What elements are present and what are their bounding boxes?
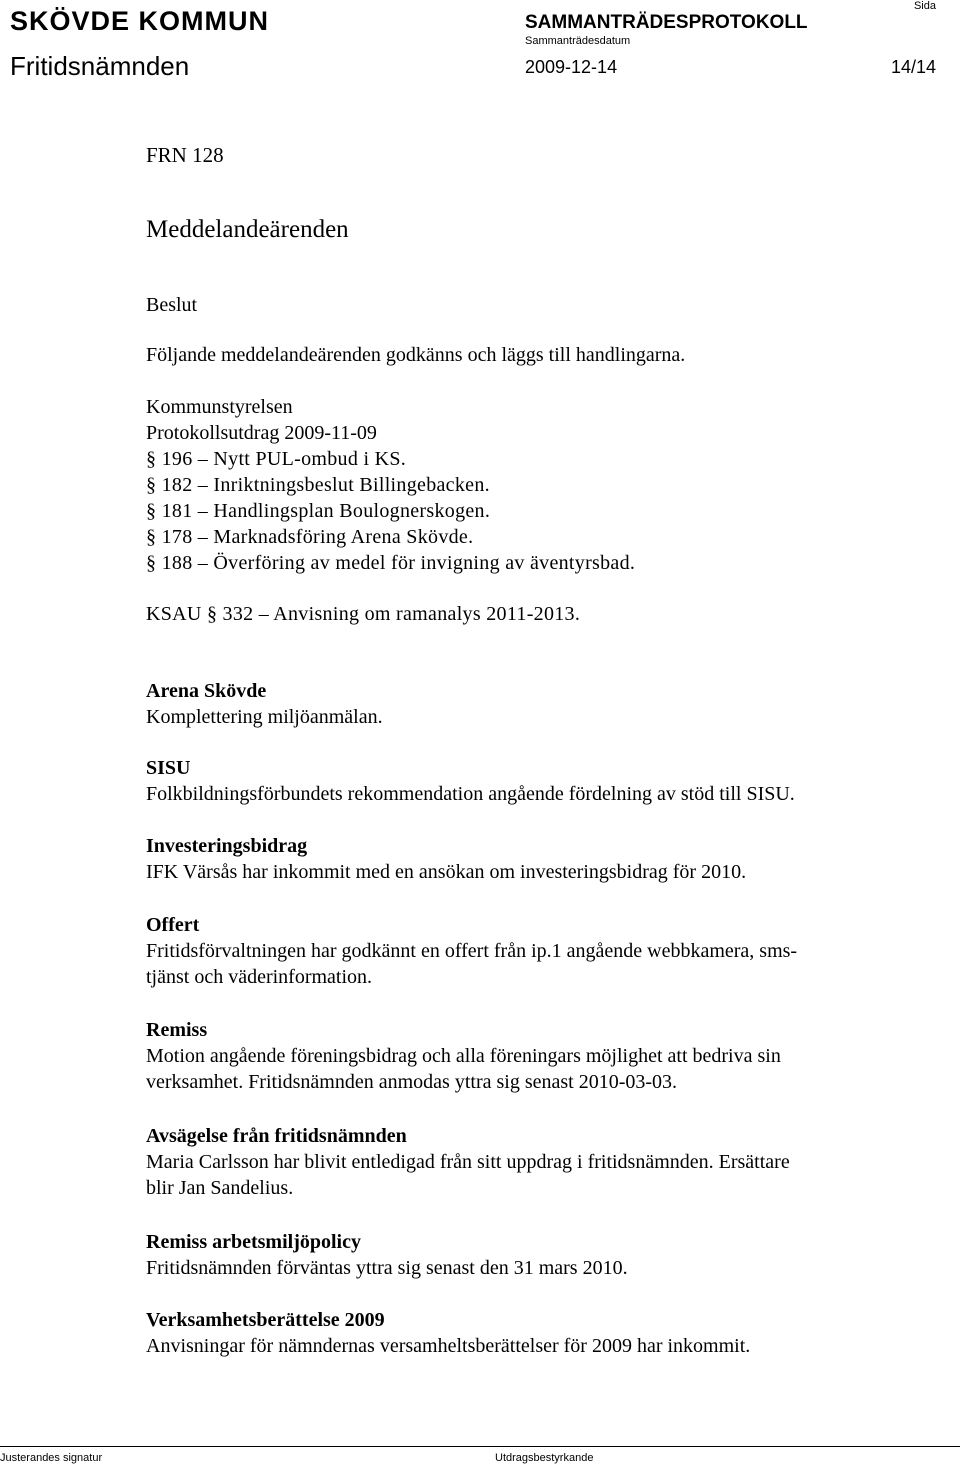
section-heading: Remiss arbetsmiljöpolicy: [146, 1231, 361, 1253]
section-text: tjänst och väderinformation.: [146, 966, 373, 988]
page-label: Sida: [913, 0, 936, 12]
list-item: § 196 – Nytt PUL-ombud i KS.: [146, 448, 407, 470]
section-text: Folkbildningsförbundets rekommendation angående fördelning av stöd till SISU.: [146, 783, 795, 805]
section-text: Fritidsnämnden förväntas yttra sig senast den 31 mars 2010.: [146, 1257, 628, 1279]
section-heading: Investeringsbidrag: [146, 835, 308, 857]
list-item: § 188 – Överföring av medel för invigning av äventyrsbad.: [146, 552, 636, 574]
department-name: Fritidsnämnden: [10, 51, 190, 81]
ksau-item: KSAU § 332 – Anvisning om ramanalys 2011-2013.: [146, 603, 581, 625]
section-heading: Offert: [146, 914, 200, 936]
section-heading: Verksamhetsberättelse 2009: [146, 1309, 385, 1331]
section-text: verksamhet. Fritidsnämnden anmodas yttra sig senast 2010-03-03.: [146, 1071, 678, 1093]
list-item: § 181 – Handlingsplan Boulognerskogen.: [146, 500, 491, 522]
section-text: IFK Värsås har inkommit med en ansökan om investeringsbidrag för 2010.: [146, 861, 747, 883]
decision-heading: Beslut: [146, 294, 198, 316]
case-number: FRN 128: [146, 143, 224, 167]
signature-label: Justerandes signatur: [0, 1452, 103, 1464]
protocol-title: SAMMANTRÄDESPROTOKOLL: [525, 12, 808, 33]
logo-skovde-kommun: SKÖVDE KOMMUN: [10, 6, 270, 36]
section-heading: Avsägelse från fritidsnämnden: [146, 1125, 407, 1147]
meeting-date-label: Sammanträdesdatum: [525, 35, 631, 47]
meeting-date: 2009-12-14: [525, 57, 618, 77]
list-item: § 178 – Marknadsföring Arena Skövde.: [146, 526, 474, 548]
section-text: Fritidsförvaltningen har godkännt en offert från ip.1 angående webbkamera, sms-: [146, 940, 798, 962]
ks-extract: Protokollsutdrag 2009-11-09: [146, 422, 377, 444]
section-heading: Remiss: [146, 1019, 208, 1041]
footer-divider: [0, 1446, 960, 1447]
section-text: blir Jan Sandelius.: [146, 1177, 294, 1199]
ks-heading: Kommunstyrelsen: [146, 396, 293, 418]
section-text: Maria Carlsson har blivit entledigad från sitt uppdrag i fritidsnämnden. Ersättare: [146, 1151, 790, 1173]
section-text: Komplettering miljöanmälan.: [146, 706, 383, 728]
section-text: Motion angående föreningsbidrag och alla föreningars möjlighet att bedriva sin: [146, 1045, 781, 1067]
certifier-label: Utdragsbestyrkande: [495, 1452, 594, 1464]
document-title: Meddelandeärenden: [146, 216, 349, 243]
section-heading: Arena Skövde: [146, 680, 267, 702]
section-text: Anvisningar för nämndernas versamheltsberättelser för 2009 har inkommit.: [146, 1335, 751, 1357]
list-item: § 182 – Inriktningsbeslut Billingebacken.: [146, 474, 490, 496]
section-heading: SISU: [146, 757, 191, 779]
decision-text: Följande meddelandeärenden godkänns och läggs till handlingarna.: [146, 344, 686, 366]
page-number: 14/14: [890, 57, 936, 77]
